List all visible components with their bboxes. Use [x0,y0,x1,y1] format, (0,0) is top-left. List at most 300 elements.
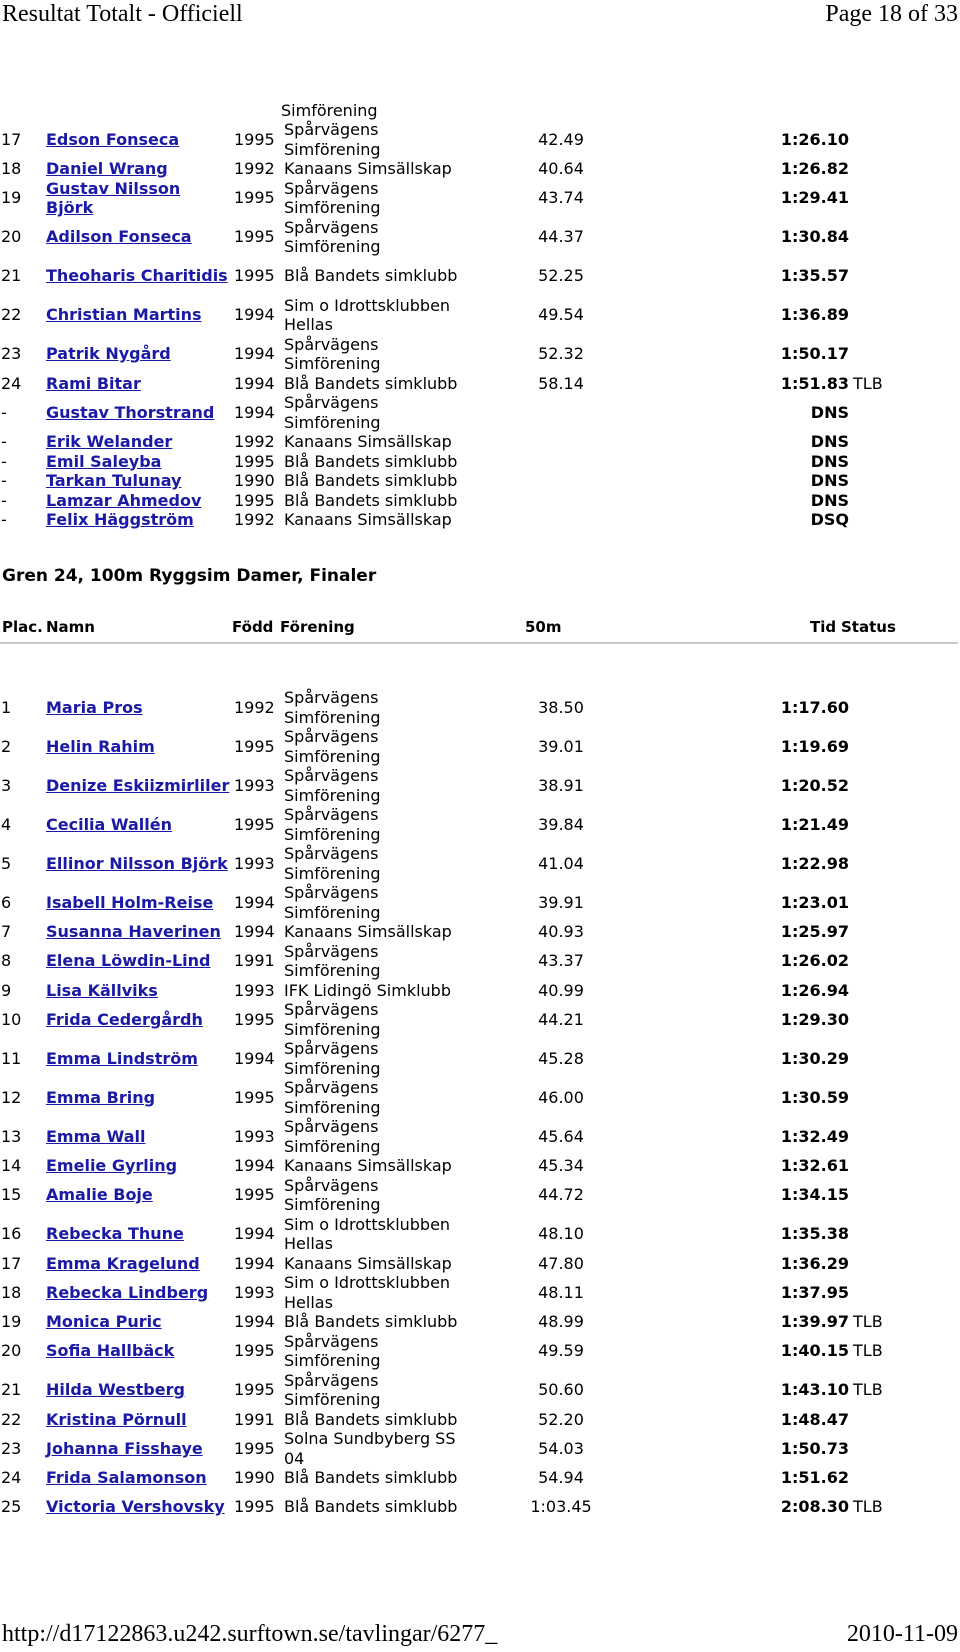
spacer-cell [607,727,768,766]
status-cell [849,257,933,296]
swimmer-link[interactable]: Tarkan Tulunay [46,471,182,490]
time-cell: 1:26.94 [780,980,849,1000]
club-cell [283,1215,514,1254]
time-cell: DNS [810,402,849,422]
page-footer [0,1620,960,1650]
year-cell: 1992 [234,432,275,451]
time-cell: 1:23.01 [780,892,849,912]
split-cell: 54.94 [538,1468,584,1487]
place-cell: - [1,432,7,451]
name-cell [45,1215,233,1254]
previous-results-table [0,120,933,530]
status-cell [849,179,933,218]
swimmer-link[interactable]: Emma Kragelund [46,1253,200,1273]
club-cell [283,471,514,491]
status-cell: TLB [853,1380,883,1400]
year-cell: 1995 [234,814,275,834]
time-cell: 1:26.10 [780,129,849,149]
name-cell [45,471,233,491]
result-row [0,452,933,472]
swimmer-link[interactable]: Sofia Hallbäck [46,1341,175,1361]
col-year: Född [232,618,274,636]
place-cell: 18 [1,159,22,178]
split-cell: 58.14 [538,373,584,393]
split-cell [514,393,607,432]
time-cell: 1:35.38 [780,1224,849,1244]
result-row [0,335,933,374]
page-number: Page 18 of 33 [825,1,958,27]
spacer-cell [607,218,768,257]
result-row [0,1468,933,1488]
spacer-cell [607,257,768,296]
status-cell [849,218,933,257]
year-cell: 1994 [234,892,275,912]
swimmer-link[interactable]: Denize Eskiizmirliler [46,775,230,795]
swimmer-link[interactable]: Lamzar Ahmedov [46,490,202,510]
result-row [0,922,933,942]
club-line: Spårvägens [284,1039,379,1058]
swimmer-link[interactable]: Kristina Pörnull [46,1409,187,1429]
time-cell: 1:30.29 [780,1048,849,1068]
spacer-cell [607,1254,768,1274]
place-cell: 21 [1,266,22,286]
split-cell: 44.37 [538,227,584,247]
spacer-cell [607,432,768,452]
club-line: Blå Bandets simklubb [284,1312,458,1331]
swimmer-link[interactable]: Amalie Boje [46,1185,153,1205]
swimmer-link[interactable]: Emma Wall [46,1126,146,1146]
club-line: Simförening [284,1195,381,1214]
name-cell [45,805,233,844]
club-line: Simförening [284,746,381,766]
swimmer-link[interactable]: Gustav Thorstrand [46,402,215,422]
club-cell [283,1176,514,1215]
spacer-cell [607,159,768,179]
split-cell: 52.20 [538,1409,584,1429]
time-cell: 1:36.29 [780,1253,849,1273]
club-line: Simförening [284,707,381,727]
status-cell [849,981,933,1001]
status-cell [849,1176,933,1215]
club-line: Spårvägens [284,688,379,707]
result-row [0,218,933,257]
result-row [0,1078,933,1117]
club-cell [283,1273,514,1312]
status-cell [849,335,933,374]
result-row [0,981,933,1001]
club-line: Spårvägens [284,883,379,902]
result-row [0,805,933,844]
place-cell: 17 [1,129,22,149]
club-cell [283,491,514,511]
club-cell [283,1000,514,1039]
split-cell: 39.84 [538,814,584,834]
swimmer-link[interactable]: Christian Martins [46,305,202,325]
status-cell [849,688,933,727]
swimmer-link[interactable]: Victoria Vershovsky [46,1497,225,1517]
col-place: Plac. [2,618,43,636]
club-cell [283,335,514,374]
swimmer-link[interactable]: Isabell Holm-Reise [46,892,214,912]
swimmer-link[interactable]: Felix Häggström [46,510,194,529]
club-line: Spårvägens [284,1331,379,1351]
club-line: Simförening [284,1097,381,1117]
swimmer-link[interactable]: Elena Löwdin-Lind [46,951,211,971]
name-cell [45,766,233,805]
place-cell: - [1,510,7,529]
split-cell: 49.54 [538,305,584,325]
club-line: Spårvägens [284,805,379,824]
status-cell [849,120,933,159]
split-cell [514,491,607,511]
club-line: Hellas [284,1292,333,1312]
club-line: Blå Bandets simklubb [284,1409,458,1429]
club-cell [283,393,514,432]
spacer-cell [607,1039,768,1078]
club-cell [283,844,514,883]
club-line: Solna Sundbyberg SS [284,1429,456,1448]
year-cell: 1994 [234,373,275,393]
club-line: Simförening [284,139,381,159]
club-cell [283,1488,514,1527]
swimmer-link[interactable]: Rebecka Lindberg [46,1282,209,1302]
club-line: Spårvägens [284,844,379,863]
result-row [0,296,933,335]
club-line: Spårvägens [284,120,379,139]
result-row [0,432,933,452]
name-cell [45,1000,233,1039]
split-cell: 44.21 [538,1009,584,1029]
name-cell [45,335,233,374]
club-cell [283,727,514,766]
status-cell [849,471,933,491]
split-cell: 52.32 [538,344,584,364]
spacer-cell [607,1371,768,1410]
swimmer-link[interactable]: Frida Salamonson [46,1468,207,1487]
place-cell: 12 [1,1087,22,1107]
place-cell: 10 [1,1009,22,1029]
club-line: Spårvägens [284,727,379,746]
result-row [0,727,933,766]
club-cell [283,1254,514,1274]
name-cell [45,452,233,472]
club-line: Sim o Idrottsklubben [284,1273,451,1292]
name-cell [45,218,233,257]
spacer-cell [607,942,768,981]
year-cell: 1994 [234,922,275,941]
club-line: Simförening [284,824,381,844]
result-row [0,1332,933,1371]
club-cell [283,159,514,179]
place-cell: - [1,471,7,490]
year-cell: 1993 [234,853,275,873]
page-header [0,0,960,30]
spacer-cell [607,883,768,922]
spacer-cell [607,1215,768,1254]
club-line: Blå Bandets simklubb [284,1468,458,1487]
spacer-cell [607,179,768,218]
split-cell: 46.00 [538,1087,584,1107]
status-cell: TLB [853,1497,883,1517]
split-cell: 45.64 [538,1126,584,1146]
club-cell [283,1078,514,1117]
club-line: Kanaans Simsällskap [284,1156,452,1175]
spacer-cell [607,1273,768,1312]
club-cell [283,452,514,472]
place-cell: 5 [1,853,12,873]
split-cell [514,452,607,472]
swimmer-link[interactable]: Susanna Haverinen [46,922,221,941]
status-cell [849,883,933,922]
place-cell: 16 [1,1224,22,1244]
swimmer-link[interactable]: Patrik Nygård [46,344,171,364]
club-cell [283,766,514,805]
split-cell: 1:03.45 [530,1497,592,1517]
swimmer-link[interactable]: Cecilia Wallén [46,814,172,834]
result-row [0,120,933,159]
club-cell [283,510,514,530]
club-cell [283,1156,514,1176]
club-line: Simförening [284,1351,381,1370]
club-cell [283,1468,514,1488]
swimmer-link[interactable]: Lisa Källviks [46,980,158,1000]
club-line: Blå Bandets simklubb [284,266,458,286]
split-cell: 39.91 [538,892,584,912]
club-cell [283,1332,514,1371]
year-cell: 1995 [234,490,275,510]
header-divider [0,642,958,644]
club-cell [283,432,514,452]
swimmer-link[interactable]: Emma Bring [46,1087,156,1107]
status-cell [849,1468,933,1488]
status-cell [849,1117,933,1156]
name-cell [45,1468,233,1488]
year-cell: 1995 [234,451,275,471]
time-cell: 2:08.30 [780,1497,849,1517]
status-cell: TLB [853,373,883,393]
club-cell [283,688,514,727]
club-cell [283,1039,514,1078]
year-cell: 1993 [234,980,275,1000]
time-cell: 1:25.97 [780,922,849,941]
result-row [0,491,933,511]
club-cell [283,257,514,296]
result-row [0,766,933,805]
name-cell [45,159,233,179]
swimmer-link[interactable]: Rebecka Thune [46,1224,184,1244]
spacer-cell [607,510,768,530]
club-line: Simförening [284,1136,381,1156]
club-line: Simförening [284,1390,381,1409]
swimmer-link[interactable]: Emelie Gyrling [46,1156,178,1175]
club-line: Spårvägens [284,1117,379,1136]
place-cell: 14 [1,1156,22,1175]
spacer-cell [607,452,768,472]
result-row [0,1156,933,1176]
club-line: Kanaans Simsällskap [284,1253,452,1273]
swimmer-link[interactable]: Gustav Nilsson Björk [46,178,181,217]
name-cell [45,1332,233,1371]
time-cell: 1:39.97 [780,1312,849,1331]
place-cell: 8 [1,951,12,971]
result-row [0,942,933,981]
spacer-cell [607,374,768,394]
club-line: Blå Bandets simklubb [284,1497,458,1517]
col-split: 50m [525,618,562,636]
spacer-cell [607,1332,768,1371]
name-cell [45,942,233,981]
swimmer-link[interactable]: Adilson Fonseca [46,227,192,247]
status-cell: TLB [853,1341,883,1361]
spacer-cell [607,1429,768,1468]
result-row [0,257,933,296]
result-row [0,1117,933,1156]
year-cell: 1995 [234,129,275,149]
club-line: Simförening [284,354,381,373]
time-cell: 1:17.60 [780,697,849,717]
club-line: Simförening [284,785,381,805]
club-line: Spårvägens [284,178,379,198]
swimmer-link[interactable]: Maria Pros [46,697,143,717]
year-cell: 1992 [234,510,275,529]
section-title: Gren 24, 100m Ryggsim Damer, Finaler [2,566,377,586]
year-cell: 1994 [234,1048,275,1068]
year-cell: 1994 [234,402,275,422]
club-line: Kanaans Simsällskap [284,510,452,529]
club-cell [283,120,514,159]
swimmer-link[interactable]: Johanna Fisshaye [46,1438,203,1458]
spacer-cell [607,1312,768,1332]
club-line: Sim o Idrottsklubben [284,1214,451,1234]
club-line: Simförening [284,198,381,217]
name-cell [45,883,233,922]
time-cell: 1:20.52 [780,775,849,795]
club-line: Spårvägens [284,766,379,785]
swimmer-link[interactable]: Hilda Westberg [46,1380,185,1400]
club-line: Spårvägens [284,1000,379,1019]
swimmer-link[interactable]: Helin Rahim [46,736,155,756]
document-title: Resultat Totalt - Officiell [2,1,243,27]
status-cell [849,1254,933,1274]
swimmer-link[interactable]: Ellinor Nilsson Björk [46,853,228,873]
time-cell: 1:51.62 [780,1468,849,1487]
club-cell [283,942,514,981]
result-row [0,374,933,394]
swimmer-link[interactable]: Emil Saleyba [46,451,162,471]
split-cell: 42.49 [538,129,584,149]
split-cell: 40.93 [538,922,584,941]
place-cell: 21 [1,1380,22,1400]
club-line: Blå Bandets simklubb [284,373,458,393]
club-line: Blå Bandets simklubb [284,471,458,490]
name-cell [45,688,233,727]
time-cell: 1:29.41 [780,188,849,208]
year-cell: 1995 [234,1438,275,1458]
place-cell: 19 [1,188,22,208]
club-line: Hellas [284,1234,333,1253]
name-cell [45,844,233,883]
time-cell: 1:37.95 [780,1282,849,1302]
name-cell [45,1273,233,1312]
result-row [0,159,933,179]
split-cell: 43.74 [538,188,584,208]
place-cell: 17 [1,1253,22,1273]
name-cell [45,432,233,452]
year-cell: 1995 [234,1341,275,1361]
time-cell: DSQ [810,510,849,529]
swimmer-link[interactable]: Edson Fonseca [46,129,180,149]
club-line: Simförening [284,902,381,922]
year-cell: 1995 [234,1497,275,1517]
result-row [0,179,933,218]
club-line: Spårvägens [284,1370,379,1390]
swimmer-link[interactable]: Frida Cedergårdh [46,1009,203,1029]
result-row [0,1254,933,1274]
name-cell [45,922,233,942]
swimmer-link[interactable]: Theoharis Charitidis [46,266,228,286]
col-name: Namn [46,618,95,636]
club-cell [283,374,514,394]
club-line: Spårvägens [284,334,379,354]
results-table [0,688,933,1527]
name-cell [45,120,233,159]
swimmer-link[interactable]: Daniel Wrang [46,159,168,178]
time-cell: DNS [810,471,849,490]
place-cell: 25 [1,1497,22,1517]
year-cell: 1994 [234,1224,275,1244]
status-cell [849,922,933,942]
place-cell: 1 [1,697,12,717]
year-cell: 1994 [234,1156,275,1175]
spacer-cell [607,1468,768,1488]
club-cell [283,805,514,844]
club-cell [283,218,514,257]
club-line: Simförening [284,237,381,256]
swimmer-link[interactable]: Erik Welander [46,432,173,451]
club-line: Spårvägens [284,1175,379,1195]
spacer-cell [607,1117,768,1156]
place-cell: 20 [1,227,22,247]
status-cell [849,393,933,432]
swimmer-link[interactable]: Rami Bitar [46,373,141,393]
place-cell: 24 [1,373,22,393]
time-cell: 1:26.02 [780,951,849,971]
spacer-cell [607,688,768,727]
split-cell: 43.37 [538,951,584,971]
club-line: Kanaans Simsällskap [284,922,452,941]
spacer-cell [607,1156,768,1176]
split-cell: 49.59 [538,1341,584,1361]
time-cell: 1:30.84 [780,227,849,247]
name-cell [45,1156,233,1176]
club-cell [283,1312,514,1332]
status-cell [849,1273,933,1312]
swimmer-link[interactable]: Monica Puric [46,1312,162,1331]
name-cell [45,393,233,432]
club-line: Simförening [284,961,381,980]
status-cell [849,491,933,511]
swimmer-link[interactable]: Emma Lindström [46,1048,198,1068]
spacer-cell [607,335,768,374]
club-line: 04 [284,1448,305,1468]
name-cell [45,1410,233,1430]
year-cell: 1994 [234,344,275,364]
place-cell: - [1,490,7,510]
split-cell: 39.01 [538,736,584,756]
year-cell: 1995 [234,1185,275,1205]
year-cell: 1994 [234,1312,275,1331]
split-cell: 38.50 [538,697,584,717]
